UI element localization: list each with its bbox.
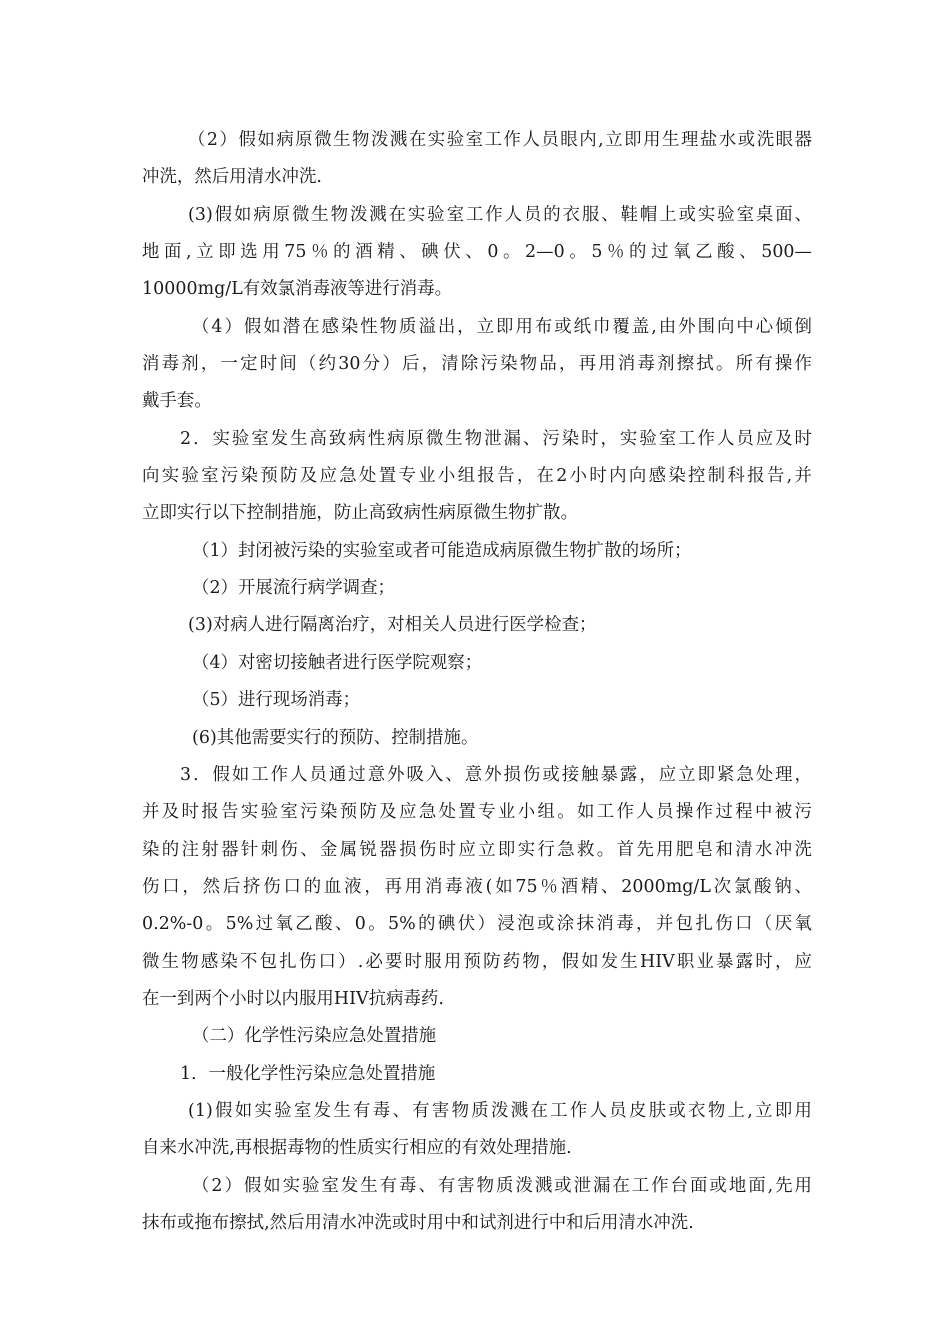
- paragraph-line: （1）封闭被污染的实验室或者可能造成病原微生物扩散的场所；: [192, 540, 692, 561]
- paragraph-line: (3)假如病原微生物泼溅在实验室工作人员的衣服、鞋帽上或实验室桌面、: [188, 204, 812, 225]
- section-heading: （二）化学性污染应急处置措施: [192, 1026, 437, 1047]
- paragraph-line: 3．假如工作人员通过意外吸入、意外损伤或接触暴露，应立即紧急处理，: [180, 764, 812, 785]
- paragraph-line: 2．实验室发生高致病性病原微生物泄漏、污染时，实验室工作人员应及时: [180, 428, 812, 449]
- paragraph-line: 冲洗，然后用清水冲洗.: [142, 167, 322, 188]
- paragraph-line: 在一到两个小时以内服用HIV抗病毒药.: [142, 988, 444, 1009]
- paragraph-line: 0.2%-0。5%过氧乙酸、0。5%的碘伏）浸泡或涂抹消毒，并包扎伤口（厌氧: [142, 914, 812, 935]
- paragraph-line: （2）假如病原微生物泼溅在实验室工作人员眼内,立即用生理盐水或洗眼器: [188, 130, 812, 150]
- subsection-heading: 1．一般化学性污染应急处置措施: [180, 1063, 436, 1084]
- paragraph-line: 微生物感染不包扎伤口）.必要时服用预防药物，假如发生HIV职业暴露时，应: [142, 951, 812, 972]
- paragraph-line: （4）假如潜在感染性物质溢出，立即用布或纸巾覆盖,由外围向中心倾倒: [192, 316, 812, 337]
- paragraph-line: 抹布或拖布擦拭,然后用清水冲洗或时用中和试剂进行中和后用清水冲洗.: [142, 1212, 694, 1233]
- paragraph-line: （2）开展流行病学调查；: [192, 578, 395, 599]
- paragraph-line: 10000mg/L有效氯消毒液等进行消毒。: [142, 279, 453, 300]
- paragraph-line: (3)对病人进行隔离治疗，对相关人员进行医学检查；: [188, 615, 597, 636]
- paragraph-line: 自来水冲洗,再根据毒物的性质实行相应的有效处理措施.: [142, 1138, 572, 1159]
- paragraph-line: （4）对密切接触者进行医学院观察；: [192, 652, 483, 673]
- paragraph-line: 戴手套。: [142, 391, 212, 412]
- document-body: [142, 122, 812, 1242]
- paragraph-line: (1)假如实验室发生有毒、有害物质泼溅在工作人员皮肤或衣物上,立即用: [188, 1100, 812, 1121]
- paragraph-line: （2）假如实验室发生有毒、有害物质泼溅或泄漏在工作台面或地面,先用: [192, 1175, 812, 1196]
- paragraph-line: 立即实行以下控制措施，防止高致病性病原微生物扩散。: [142, 503, 579, 524]
- paragraph-line: 伤口，然后挤伤口的血液，再用消毒液(如75％酒精、2000mg/L次氯酸钠、: [142, 876, 812, 897]
- paragraph-line: 染的注射器针刺伤、金属锐器损伤时应立即实行急救。首先用肥皂和清水冲洗: [142, 839, 812, 860]
- paragraph-line: 并及时报告实验室污染预防及应急处置专业小组。如工作人员操作过程中被污: [142, 802, 812, 823]
- paragraph-line: 向实验室污染预防及应急处置专业小组报告，在2小时内向感染控制科报告,并: [142, 466, 812, 487]
- paragraph-line: （5）进行现场消毒；: [192, 690, 361, 711]
- paragraph-line: (6)其他需要实行的预防、控制措施。: [192, 727, 479, 748]
- paragraph-line: 地面,立即选用75％的酒精、碘伏、0。2—0。5％的过氧乙酸、500—: [142, 242, 812, 263]
- paragraph-line: 消毒剂，一定时间（约30分）后，清除污染物品，再用消毒剂擦拭。所有操作: [142, 354, 812, 375]
